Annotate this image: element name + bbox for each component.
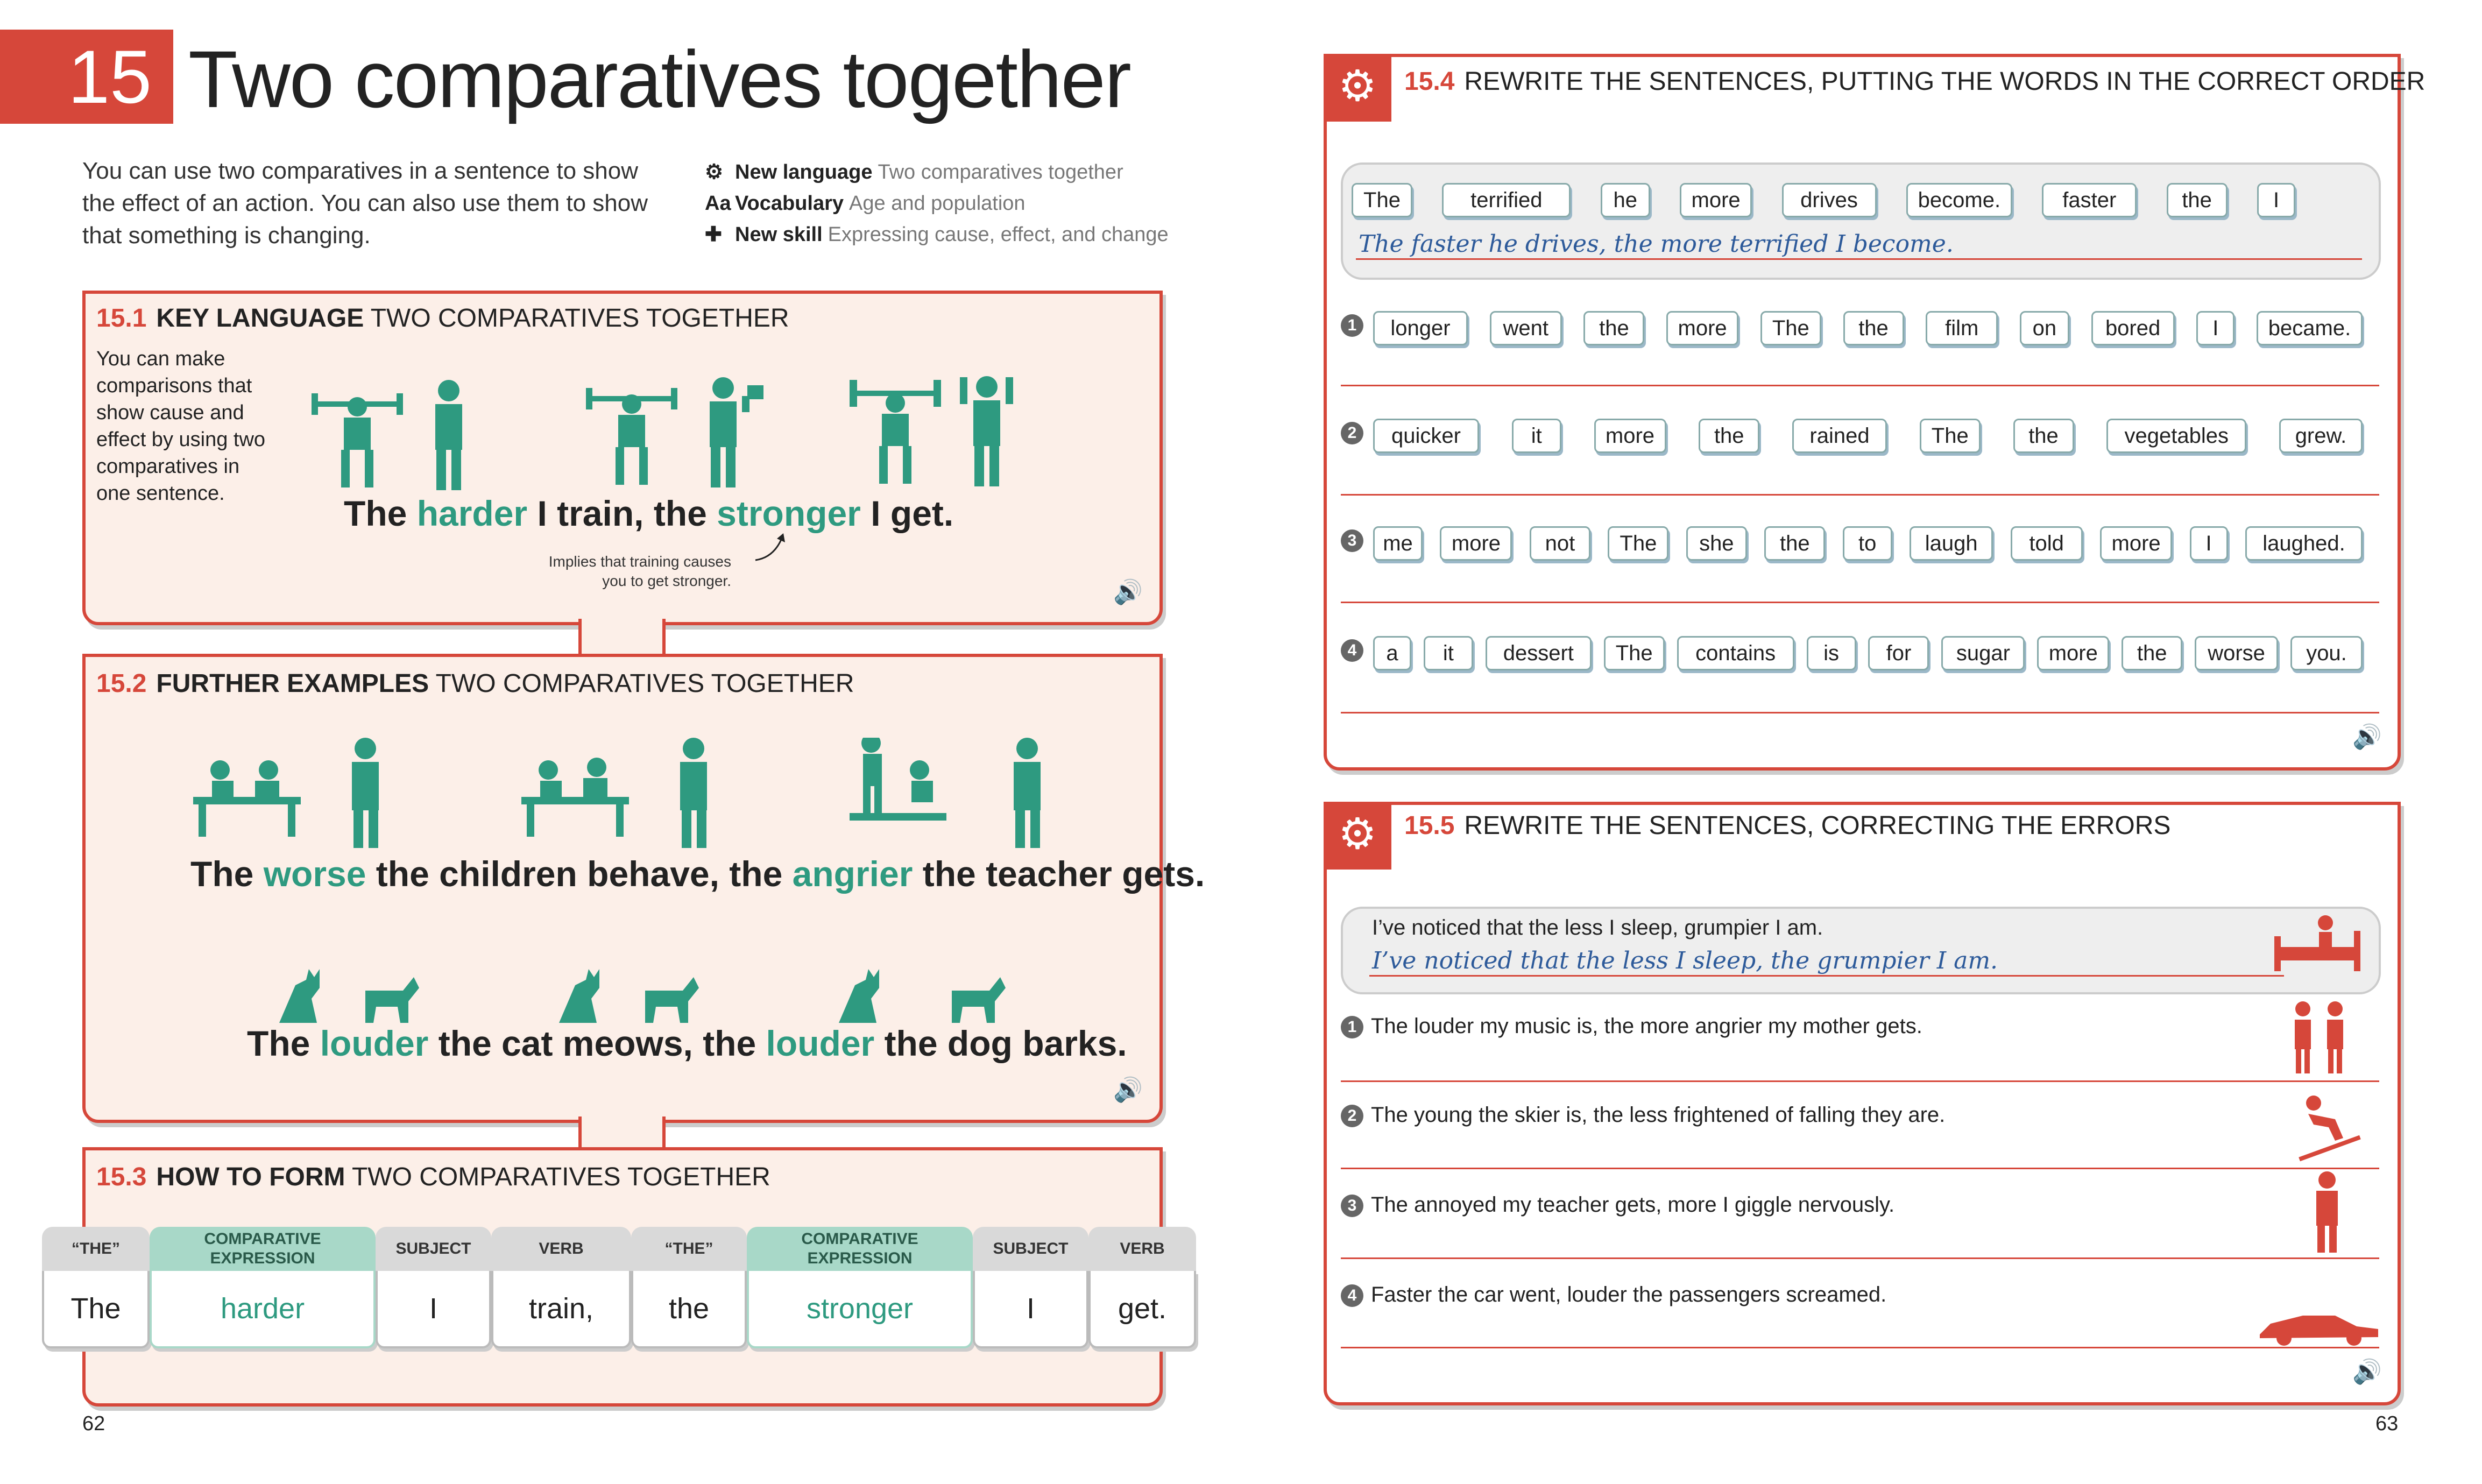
word-chip[interactable]: me [1373, 526, 1423, 561]
answer-line-3[interactable] [1341, 1257, 2379, 1259]
answer-line-2[interactable] [1341, 494, 2379, 496]
word-chip[interactable]: longer [1373, 311, 1468, 345]
word-chip[interactable]: went [1490, 311, 1562, 345]
word-chip[interactable]: more [1594, 419, 1666, 453]
annotation-arrow [753, 531, 790, 563]
question-number-1: 1 [1341, 1016, 1363, 1038]
audio-icon[interactable]: 🔊 [2352, 724, 2382, 750]
word-chip[interactable]: I [2257, 183, 2295, 217]
word-chip[interactable]: more [2037, 636, 2109, 670]
word-chip[interactable]: contains [1677, 636, 1794, 670]
example-sentence-2: The louder the cat meows, the louder the dog barks. [247, 1023, 1127, 1063]
formula-cell-comparative: COMPARATIVE EXPRESSION stronger [747, 1227, 973, 1351]
page-number-right: 63 [2375, 1412, 2399, 1435]
word-chip[interactable]: worse [2195, 636, 2278, 670]
word-chip[interactable]: the [1699, 419, 1759, 453]
panel-15-2 [82, 654, 1205, 1123]
word-chip[interactable]: the [1843, 311, 1904, 345]
classroom-pictograms [193, 738, 1086, 851]
word-chip[interactable]: more [2100, 526, 2172, 561]
formula-cell-subject: SUBJECT I [376, 1227, 491, 1351]
car-icon [2254, 1305, 2384, 1348]
word-chip[interactable]: I [2190, 526, 2228, 561]
answer-line-2[interactable] [1341, 1168, 2379, 1169]
word-chip[interactable]: it [1424, 636, 1473, 670]
meta-vocabulary: Aa Vocabulary Age and population [705, 188, 1026, 218]
question-number-2: 2 [1341, 422, 1363, 444]
audio-icon[interactable]: 🔊 [1113, 579, 1143, 605]
intro-text: You can use two comparatives in a sentence to show the effect of an action. You can also use them to show that something is changing. [82, 158, 648, 249]
answer-line [1369, 975, 2284, 977]
question-number-3: 3 [1341, 1195, 1363, 1217]
example-answer: The faster he drives, the more terrified I become. [1359, 230, 1954, 258]
formula-cell-verb: VERB get. [1088, 1227, 1196, 1351]
word-chip[interactable]: more [1440, 526, 1512, 561]
word-chip[interactable]: I [2196, 311, 2234, 345]
formula-cell-verb: VERB train, [491, 1227, 631, 1351]
word-chip[interactable]: The [1608, 526, 1668, 561]
word-chip[interactable]: more [1666, 311, 1738, 345]
formula-cell-the: “THE” The [42, 1227, 150, 1351]
example-answer: I’ve noticed that the less I sleep, the grumpier I am. [1372, 947, 1998, 974]
word-chip[interactable]: the [1583, 311, 1644, 345]
word-chip[interactable]: become. [1906, 183, 2012, 217]
arguing-people-icon [2284, 995, 2354, 1076]
gear-icon: ⚙ [1324, 54, 1391, 122]
word-chip[interactable]: bored [2091, 311, 2175, 345]
word-chip[interactable]: the [2167, 183, 2228, 217]
chapter-number: 15 [0, 30, 173, 124]
teacher-icon [2306, 1170, 2349, 1254]
word-chip[interactable]: film [1926, 311, 1998, 345]
word-chip[interactable]: the [2013, 419, 2074, 453]
question-number-1: 1 [1341, 314, 1363, 337]
word-chip[interactable]: she [1686, 526, 1747, 561]
word-chip[interactable]: became. [2257, 311, 2363, 345]
answer-line-3[interactable] [1341, 602, 2379, 603]
gear-icon: ⚙ [1324, 802, 1391, 870]
question-number-4: 4 [1341, 639, 1363, 662]
vocabulary-icon: Aa [705, 192, 731, 215]
audio-icon[interactable]: 🔊 [2352, 1359, 2382, 1385]
example-box [1341, 162, 2381, 280]
answer-line-4[interactable] [1341, 712, 2379, 713]
formula-cell-subject: SUBJECT I [973, 1227, 1088, 1351]
word-chip[interactable]: is [1807, 636, 1856, 670]
word-chip[interactable]: The [1760, 311, 1821, 345]
question-number-3: 3 [1341, 529, 1363, 552]
cat-dog-pictograms [274, 958, 1092, 1028]
side-note: You can make comparisons that show cause and effect by using two comparatives in one sentence. [96, 348, 266, 505]
word-chip[interactable]: on [2020, 311, 2069, 345]
puzzle-icon: ✚ [705, 223, 722, 246]
panel-title: 15.3 HOW TO FORM TWO COMPARATIVES TOGETHER [96, 1163, 770, 1191]
answer-line-1[interactable] [1341, 1080, 2379, 1082]
word-chip[interactable]: the [2122, 636, 2182, 670]
panel-title: 15.1 KEY LANGUAGE TWO COMPARATIVES TOGETHER [96, 304, 789, 333]
question-4: Faster the car went, louder the passengers screamed. [1371, 1283, 1887, 1306]
example-sentence: I’ve noticed that the less I sleep, grumpier I am. [1372, 916, 1823, 939]
word-chip[interactable]: laughed. [2245, 526, 2363, 561]
skier-icon [2292, 1087, 2367, 1162]
word-chip[interactable]: The [1604, 636, 1665, 670]
exercise-title: 15.4 REWRITE THE SENTENCES, PUTTING THE WORDS IN THE CORRECT ORDER [1404, 67, 2426, 96]
question-3: The annoyed my teacher gets, more I giggle nervously. [1371, 1193, 1895, 1217]
meta-new-skill: ✚ New skill Expressing cause, effect, and change [705, 220, 1169, 250]
word-chip[interactable]: terrified [1442, 183, 1571, 217]
word-chip[interactable]: it [1512, 419, 1561, 453]
word-chip[interactable]: not [1530, 526, 1590, 561]
key-sentence: The harder I train, the stronger I get. [344, 493, 954, 533]
word-chip[interactable]: drives [1782, 183, 1877, 217]
panel-connector [578, 1116, 666, 1150]
word-chip[interactable]: grew. [2279, 419, 2363, 453]
panel-title: 15.2 FURTHER EXAMPLES TWO COMPARATIVES TOGETHER [96, 669, 854, 698]
chapter-title: Two comparatives together [188, 34, 1130, 124]
formula-cell-comparative: COMPARATIVE EXPRESSION harder [150, 1227, 376, 1351]
word-chip[interactable]: a [1373, 636, 1411, 670]
word-chip[interactable]: rained [1792, 419, 1887, 453]
audio-icon[interactable]: 🔊 [1113, 1077, 1143, 1103]
question-number-4: 4 [1341, 1284, 1363, 1307]
page-number-left: 62 [82, 1412, 105, 1435]
word-chip[interactable]: the [1764, 526, 1825, 561]
word-chip[interactable]: quicker [1373, 419, 1479, 453]
answer-line-4[interactable] [1341, 1347, 2379, 1348]
panel-15-1 [82, 291, 1163, 625]
annotation-note: Implies that training causes you to get stronger. [548, 553, 731, 589]
word-chip[interactable]: The [1352, 183, 1412, 217]
answer-line-1[interactable] [1341, 385, 2379, 386]
bed-icon [2272, 909, 2363, 974]
panel-connector [578, 619, 666, 656]
weightlifting-pictograms [312, 369, 1092, 493]
word-chip[interactable]: vegetables [2106, 419, 2246, 453]
word-chip[interactable]: he [1601, 183, 1650, 217]
exercise-title: 15.5 REWRITE THE SENTENCES, CORRECTING THE ERRORS [1404, 811, 2171, 840]
example-sentence-1: The worse the children behave, the angrier the teacher gets. [190, 854, 1205, 894]
word-chip[interactable]: for [1868, 636, 1929, 670]
word-chip[interactable]: told [2011, 526, 2083, 561]
word-chip[interactable]: to [1843, 526, 1892, 561]
word-chip[interactable]: sugar [1941, 636, 2025, 670]
formula-cell-the: “THE” the [631, 1227, 747, 1351]
word-chip[interactable]: The [1920, 419, 1981, 453]
meta-new-language: ⚙ New language Two comparatives together [705, 157, 1123, 187]
word-chip[interactable]: laugh [1910, 526, 1993, 561]
question-1: The louder my music is, the more angrier my mother gets. [1371, 1014, 1922, 1038]
word-chip[interactable]: faster [2042, 183, 2137, 217]
question-number-2: 2 [1341, 1105, 1363, 1127]
word-chip[interactable]: more [1680, 183, 1752, 217]
question-2: The young the skier is, the less frightened of falling they are. [1371, 1103, 1946, 1127]
word-chip[interactable]: dessert [1486, 636, 1592, 670]
word-chip[interactable]: you. [2290, 636, 2363, 670]
gear-icon: ⚙ [705, 161, 724, 183]
answer-line [1356, 258, 2362, 260]
